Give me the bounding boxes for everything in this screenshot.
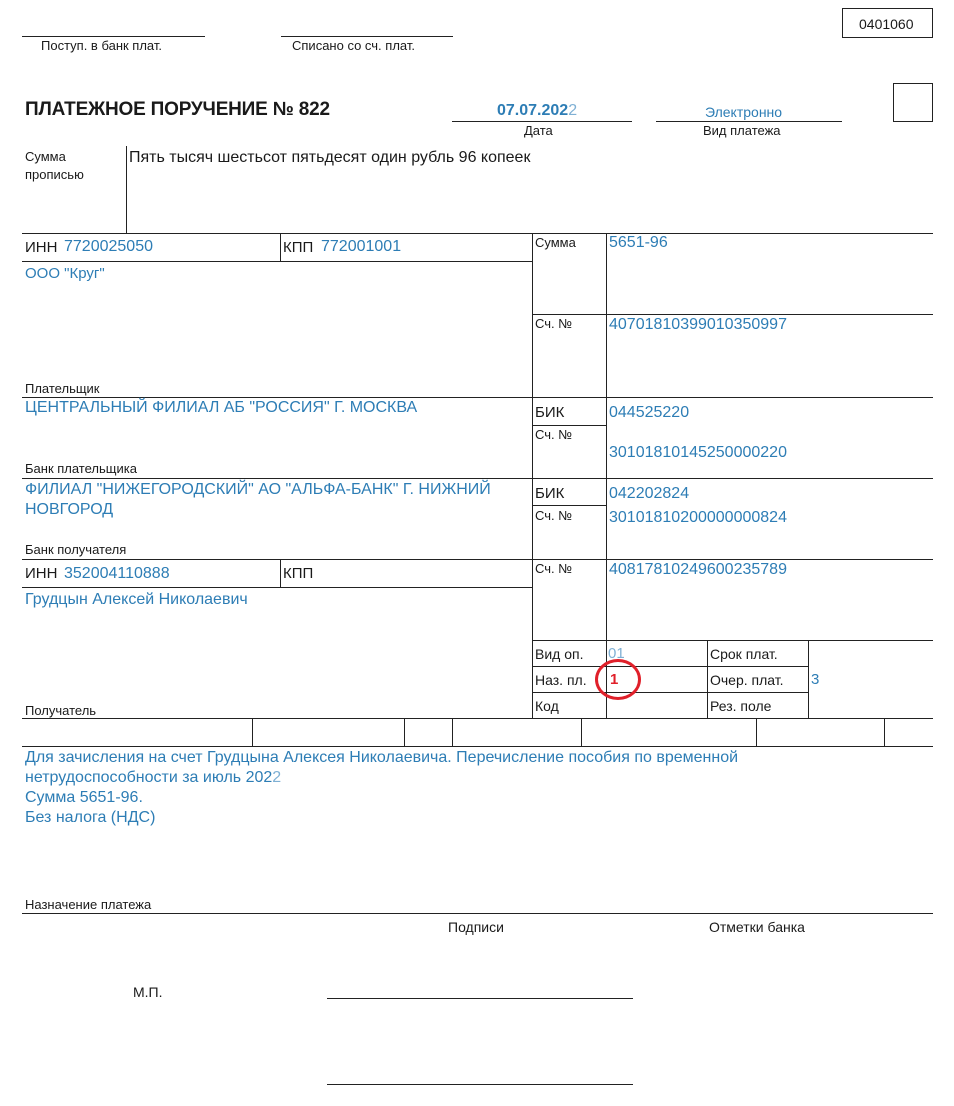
- grid-line: [606, 233, 607, 718]
- payee-bank-account: 30101810200000000824: [609, 509, 787, 526]
- purpose-line-1: Для зачисления на счет Грудцына Алексея Николаевича. Перечисление пособия по временной: [25, 749, 739, 766]
- purpose-label: Назначение платежа: [25, 897, 152, 912]
- payee-kpp-label: КПП: [283, 565, 314, 582]
- grid-line: [404, 718, 405, 746]
- grid-line: [252, 718, 253, 746]
- signature-line-2: [327, 1084, 633, 1085]
- grid-line: [756, 718, 757, 746]
- reserve-label: Рез. поле: [710, 698, 772, 714]
- term-label: Срок плат.: [710, 646, 778, 662]
- purpose-line-3: Сумма 5651-96.: [25, 789, 143, 806]
- grid-line: [22, 718, 933, 719]
- signatures-label: Подписи: [448, 919, 504, 935]
- payee-bank-bik-label: БИК: [535, 485, 565, 502]
- form-code-box: [842, 8, 933, 38]
- grid-line: [22, 233, 933, 234]
- amount-words-label-1: Сумма: [25, 149, 66, 164]
- grid-line: [532, 505, 606, 506]
- payee-bank-label: Банк получателя: [25, 542, 127, 557]
- grid-line: [532, 640, 933, 641]
- purpose-line-2-tail: 2: [272, 769, 282, 786]
- payer-bank-name: ЦЕНТРАЛЬНЫЙ ФИЛИАЛ АБ "РОССИЯ" Г. МОСКВА: [25, 399, 418, 416]
- payer-sum: 5651-96: [609, 234, 668, 251]
- signature-line-1: [327, 998, 633, 999]
- purpose-bottom-line: [22, 913, 933, 914]
- priority-label: Очер. плат.: [710, 672, 784, 688]
- payee-bank-account-label: Сч. №: [535, 508, 573, 523]
- payer-name: ООО "Круг": [25, 265, 105, 282]
- purpose-line-2: [25, 770, 281, 786]
- grid-line: [22, 397, 933, 398]
- grid-line: [532, 314, 933, 315]
- grid-line: [280, 559, 281, 587]
- payer-bank-label: Банк плательщика: [25, 461, 137, 476]
- payer-sum-label: Сумма: [535, 235, 576, 250]
- payer-bank-account: 30101810145250000220: [609, 444, 787, 461]
- grid-line: [532, 233, 533, 718]
- grid-line: [22, 478, 933, 479]
- page-title: ПЛАТЕЖНОЕ ПОРУЧЕНИЕ № 822: [25, 99, 330, 120]
- payment-type-value: Электронно: [705, 104, 783, 120]
- grid-line: [884, 718, 885, 746]
- payer-bank-bik: 044525220: [609, 404, 690, 421]
- payee-bank-name-2: НОВГОРОД: [25, 501, 114, 518]
- date-value: [497, 103, 577, 119]
- priority: 3: [811, 671, 820, 688]
- op-type-label: Вид оп.: [535, 646, 584, 662]
- received-line: [22, 36, 205, 37]
- payee-account-label: Сч. №: [535, 561, 573, 576]
- amount-words-divider: [126, 146, 127, 233]
- debited-label: Списано со сч. плат.: [292, 38, 415, 53]
- payer-account-label: Сч. №: [535, 316, 573, 331]
- purpose-code: 1: [610, 671, 619, 688]
- grid-line: [22, 587, 532, 588]
- grid-line: [532, 425, 606, 426]
- grid-line: [707, 640, 708, 718]
- payee-bank-name-1: ФИЛИАЛ "НИЖЕГОРОДСКИЙ" АО "АЛЬФА-БАНК" Г. НИЖНИЙ: [25, 481, 491, 498]
- payment-type-label: Вид платежа: [703, 123, 781, 138]
- payee-label: Получатель: [25, 703, 97, 718]
- payer-bank-account-label: Сч. №: [535, 427, 573, 442]
- amount-words-value: Пять тысяч шестьсот пятьдесят один рубль 96 копеек: [129, 149, 531, 166]
- code-label: Код: [535, 698, 559, 714]
- date-main: 07.07.202: [497, 102, 569, 119]
- form-code: 0401060: [859, 16, 914, 32]
- grid-line: [532, 692, 808, 693]
- payer-bank-bik-label: БИК: [535, 404, 565, 421]
- debited-line: [281, 36, 453, 37]
- date-label: Дата: [524, 123, 553, 138]
- date-tail: 2: [568, 102, 578, 119]
- payer-kpp: 772001001: [321, 238, 402, 255]
- grid-line: [22, 261, 532, 262]
- payer-inn: 7720025050: [64, 238, 153, 255]
- payee-name: Грудцын Алексей Николаевич: [25, 591, 248, 608]
- purpose-line-4: Без налога (НДС): [25, 809, 156, 826]
- payer-kpp-label: КПП: [283, 239, 314, 256]
- payer-label: Плательщик: [25, 381, 100, 396]
- payer-account: 40701810399010350997: [609, 316, 787, 333]
- date-line: [452, 121, 632, 122]
- payee-account: 40817810249600235789: [609, 561, 787, 578]
- grid-line: [532, 666, 808, 667]
- grid-line: [808, 640, 809, 718]
- payee-inn-label: ИНН: [25, 565, 58, 582]
- grid-line: [452, 718, 453, 746]
- payer-inn-label: ИНН: [25, 239, 58, 256]
- stamp-label: М.П.: [133, 984, 163, 1000]
- grid-line: [22, 559, 933, 560]
- received-label: Поступ. в банк плат.: [41, 38, 163, 53]
- payee-inn: 352004110888: [64, 565, 170, 582]
- grid-line: [22, 746, 933, 747]
- amount-words-label-2: прописью: [25, 167, 84, 182]
- op-type: 01: [608, 645, 625, 662]
- purpose-line-2-main: нетрудоспособности за июль 202: [25, 769, 273, 786]
- blank-box: [893, 83, 933, 122]
- bank-marks-label: Отметки банка: [709, 919, 805, 935]
- payee-bank-bik: 042202824: [609, 485, 690, 502]
- grid-line: [280, 233, 281, 261]
- grid-line: [581, 718, 582, 746]
- payment-type-line: [656, 121, 842, 122]
- purpose-code-label: Наз. пл.: [535, 672, 587, 688]
